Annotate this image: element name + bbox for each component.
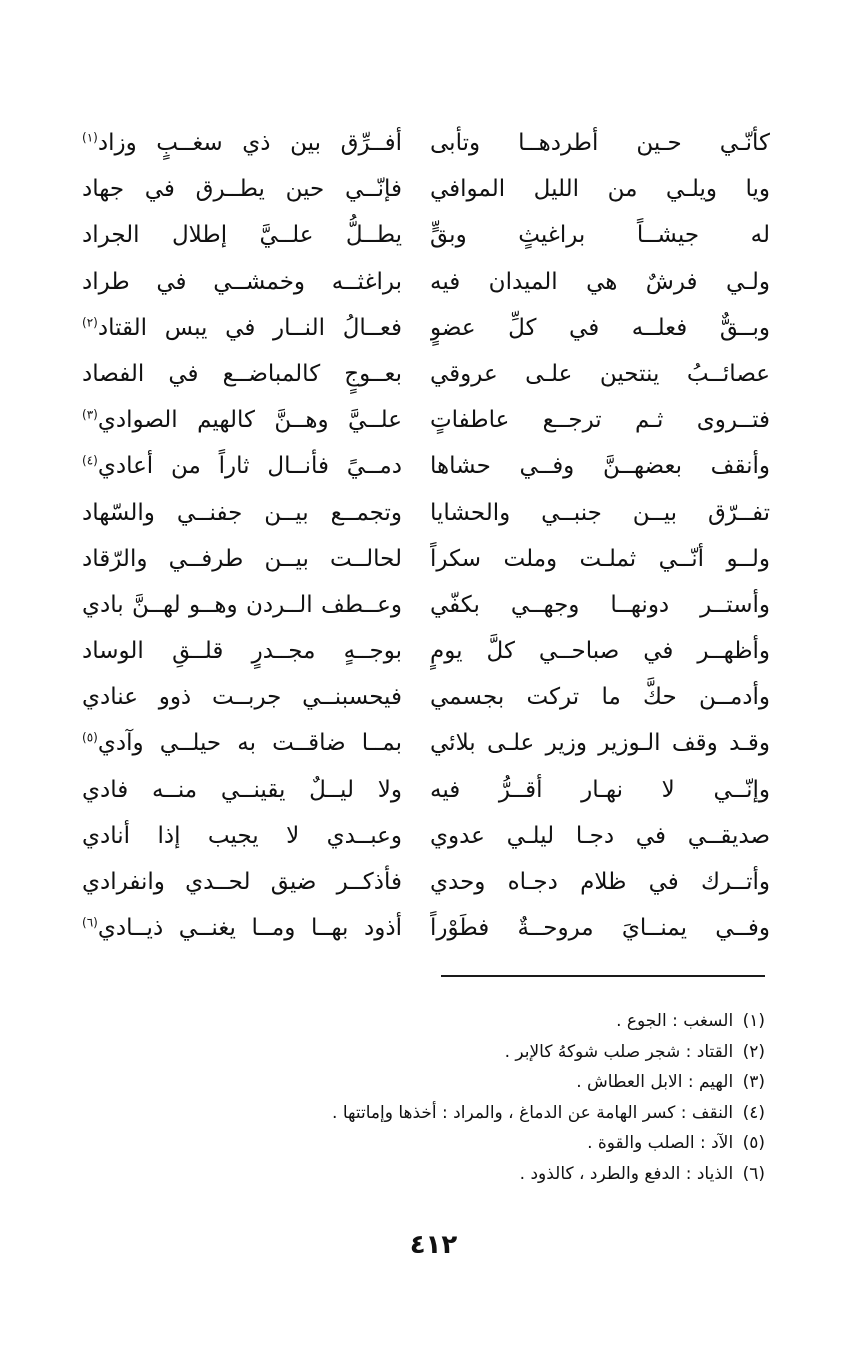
verse-first-half: ويا ويلـي من الليل الموافي: [430, 176, 770, 203]
poem-left-column: [62, 120, 402, 951]
verse-second-half: [62, 813, 402, 859]
verse-second-half: [62, 351, 402, 397]
poem: [62, 120, 770, 950]
footnote-marker: (٦): [82, 915, 98, 930]
verse-first-half: فتــروى ثـم ترجــع عاطفاتٍ: [430, 407, 770, 434]
verse-second-half: [62, 582, 402, 628]
verse-text: بمــا ضاقــت به حيلــي وآدي: [97, 730, 402, 757]
verse-first-half: له جيشــاً براغيثٍ وبقٍّ: [430, 222, 770, 249]
verse-first-half: وإنّــي لا نهـار أقــرُّ فيه: [430, 776, 770, 803]
verse-second-half: [62, 212, 402, 258]
verse-text: بوجــهٍ مجــدرٍ قلــقِ الوساد: [82, 638, 402, 665]
verse-first-half: وأستــر دونهــا وجهــي بكفّي: [430, 591, 770, 618]
verse-text: ولا ليــلٌ يقينــي منــه فادي: [82, 776, 402, 803]
verse-second-half: [62, 397, 402, 443]
footnote-text: القتاد : شجر صلب شوكهُ كالإبر .: [504, 1041, 734, 1062]
verse-second-half: [62, 120, 402, 166]
verse-text: يطــلُّ علــيَّ إطلال الجراد: [82, 222, 402, 249]
footnotes: [205, 1006, 765, 1189]
footnote: [205, 1128, 765, 1159]
verse-second-half: [62, 305, 402, 351]
verse-text: علــيَّ وهــنَّ كالهيم الصوادي: [97, 407, 402, 434]
verse-first-half: وبــقٌّ فعلــه في كلِّ عضوٍ: [430, 314, 770, 341]
verse-text: فأذكــر ضيق لحــدي وانفرادي: [82, 869, 402, 895]
verse-first-half: ولــو أنّــي ثملـت وملت سكراً: [430, 545, 770, 572]
verse-second-half: [62, 628, 402, 674]
verse-first-half: صديقــي في دجـا ليلـي عدوي: [430, 822, 770, 849]
footnote-number: (٣): [742, 1072, 765, 1092]
verse-text: وعبــدي لا يجيب إذا أنادي: [82, 822, 402, 849]
footnote-number: (٤): [742, 1102, 765, 1123]
verse-text: فعــالُ النــار في يبس القتاد: [97, 314, 402, 341]
verse-first-half: وأنقف بعضهــنَّ وفــي حشاها: [430, 453, 770, 480]
footnote-marker: (٥): [82, 730, 98, 745]
footnote-text: الهيم : الابل العطاش .: [576, 1072, 734, 1092]
footnote: [205, 1098, 765, 1129]
verse-second-half: [62, 905, 402, 951]
verse-second-half: [62, 536, 402, 582]
verse-first-half: وأدمــن حكَّ ما تركت بجسمي: [430, 684, 770, 711]
verse-text: لحالــت بيــن طرفــي والرّقاد: [82, 545, 402, 572]
footnote-text: الذياد : الدفع والطرد ، كالذود .: [519, 1163, 734, 1184]
footnote-separator: [441, 975, 765, 977]
verse-text: دمــيً فأنــال ثاراً من أعادي: [97, 453, 402, 480]
verse-text: أفــرِّق بين ذي سغــبٍ وزاد: [97, 130, 402, 156]
footnote-marker: (٤): [82, 453, 98, 468]
footnote: [205, 1067, 765, 1098]
verse-first-half: كأنّـي حـين أطردهــا وتأبى: [430, 130, 770, 156]
footnote: [205, 1159, 765, 1190]
footnote-number: (٦): [742, 1163, 765, 1184]
verse-first-half: وأتــرك في ظلام دجـاه وحدي: [430, 869, 770, 895]
verse-first-half: تفــرّق بيــن جنبــي والحشايا: [430, 499, 770, 526]
verse-second-half: [62, 166, 402, 212]
poem-right-column: [430, 120, 770, 951]
verse-second-half: [62, 859, 402, 905]
footnote-number: (٥): [742, 1133, 765, 1153]
verse-text: وعــطف الــردن وهــو لهــنَّ بادي: [82, 591, 402, 618]
verse-text: بعــوجٍ كالمباضــع في الفصاد: [82, 360, 402, 387]
footnote-marker: (٣): [82, 407, 98, 422]
verse-text: أذود بهــا ومــا يغنــي ذيــادي: [97, 915, 402, 942]
verse-first-half: وفــي يمنــايَ مروحــةٌ فطَوْراً: [430, 915, 770, 942]
verse-second-half: [62, 674, 402, 720]
verse-first-half: وقـد وقف الـوزير وزير علـى بلائي: [430, 730, 770, 757]
verse-text: فيحسبنــي جربــت ذوو عنادي: [82, 684, 402, 711]
verse-text: براغثــه وخمشــي في طراد: [82, 268, 402, 295]
verse-first-half: ولـي فرشٌ هي الميدان فيه: [430, 268, 770, 295]
footnote-marker: (١): [82, 130, 98, 145]
verse-second-half: [62, 490, 402, 536]
verse-first-half: عصائــبُ ينتحين علـى عروقي: [430, 360, 770, 387]
footnote: [205, 1037, 765, 1068]
verse-text: وتجمــع بيــن جفنــي والسّهاد: [82, 499, 402, 526]
verse-second-half: [62, 767, 402, 813]
footnote-text: النقف : كسر الهامة عن الدماغ ، والمراد : أخذها وإماتتها .: [332, 1102, 734, 1123]
footnote: [205, 1006, 765, 1037]
footnote-marker: (٢): [82, 315, 98, 330]
verse-second-half: [62, 720, 402, 766]
footnote-number: (١): [742, 1011, 765, 1031]
verse-second-half: [62, 259, 402, 305]
verse-first-half: وأظهــر في صباحــي كلَّ يومٍ: [430, 638, 770, 665]
footnote-text: السغب : الجوع .: [616, 1011, 734, 1031]
page-number: ٤١٢: [409, 1230, 458, 1260]
footnote-text: الآد : الصلب والقوة .: [587, 1133, 734, 1153]
verse-second-half: [62, 443, 402, 489]
verse-text: فإنّــي حين يطــرق في جهاد: [82, 176, 402, 203]
footnote-number: (٢): [742, 1041, 765, 1062]
